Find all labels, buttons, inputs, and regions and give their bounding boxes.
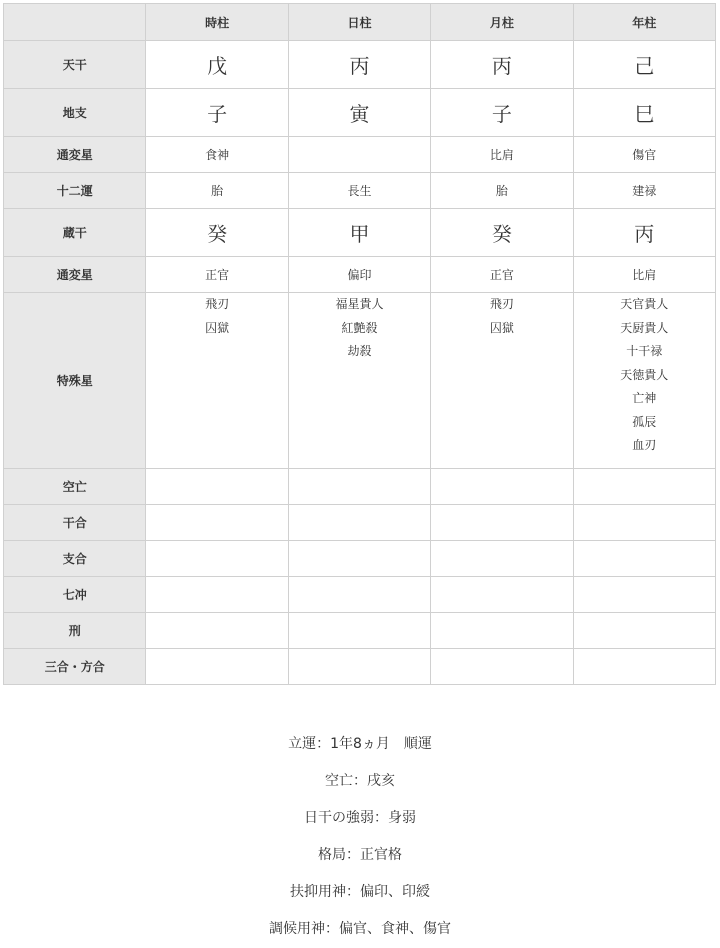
- special-star: 紅艶殺: [341, 320, 378, 335]
- cell-shigo-year: [573, 541, 715, 577]
- cell-shichichu-hour: [146, 577, 288, 613]
- row-kei: [4, 613, 716, 649]
- summary-section: [0, 726, 720, 948]
- cell-kango-year: [573, 505, 715, 541]
- cell-shichichu-day: [288, 577, 430, 613]
- summary-chokou: 調候用神：偏官、食神、傷官: [269, 921, 451, 937]
- special-star: 天官貴人: [620, 297, 669, 311]
- cell-tenkan-month: 丙: [431, 41, 573, 89]
- row-shichichu: [4, 577, 716, 613]
- cell-tenkan-day: 丙: [288, 41, 430, 89]
- cell-tsuhen2-day: 偏印: [288, 257, 430, 293]
- row-label-sango: 三合・方合: [4, 649, 146, 685]
- special-star: 福星貴人: [335, 297, 384, 311]
- row-tsuhen1: [4, 137, 716, 173]
- row-label-kubo: 空亡: [4, 469, 146, 505]
- cell-juniun-month: 胎: [431, 173, 573, 209]
- cell-juniun-hour: 胎: [146, 173, 288, 209]
- cell-tokushu-month: [431, 293, 573, 469]
- row-label-tsuhen1: 通変星: [4, 137, 146, 173]
- cell-tsuhen1-month: 比肩: [431, 137, 573, 173]
- cell-kango-month: [431, 505, 573, 541]
- cell-kubo-hour: [146, 469, 288, 505]
- cell-tsuhen1-day: [288, 137, 430, 173]
- col-header-year: 年柱: [573, 4, 715, 41]
- special-star: 十干禄: [626, 344, 663, 358]
- cell-kubo-day: [288, 469, 430, 505]
- cell-shigo-day: [288, 541, 430, 577]
- summary-fuyoku: 扶抑用神：偏印、印綬: [290, 884, 430, 900]
- special-star: 囚獄: [205, 320, 230, 335]
- bazi-table: [3, 3, 716, 685]
- corner-cell: [4, 4, 146, 41]
- col-header-hour: 時柱: [146, 4, 288, 41]
- cell-juniun-day: 長生: [288, 173, 430, 209]
- cell-kubo-year: [573, 469, 715, 505]
- row-label-zokan: 蔵干: [4, 209, 146, 257]
- special-star: 血刃: [632, 438, 657, 452]
- header-row: [4, 4, 716, 41]
- cell-tenkan-year: 己: [573, 41, 715, 89]
- cell-chishi-year: 巳: [573, 89, 715, 137]
- row-tokushu: [4, 293, 716, 469]
- cell-shichichu-year: [573, 577, 715, 613]
- cell-tsuhen1-hour: 食神: [146, 137, 288, 173]
- row-label-tokushu: 特殊星: [4, 293, 146, 469]
- cell-tenkan-hour: 戊: [146, 41, 288, 89]
- special-star: 亡神: [632, 391, 657, 405]
- summary-kubo: 空亡：戌亥: [325, 773, 395, 789]
- cell-tokushu-hour: [146, 293, 288, 469]
- row-juniun: [4, 173, 716, 209]
- cell-zokan-year: 丙: [573, 209, 715, 257]
- cell-shigo-month: [431, 541, 573, 577]
- row-label-tenkan: 天干: [4, 41, 146, 89]
- cell-shigo-hour: [146, 541, 288, 577]
- summary-ritsuun: 立運：1年8ヵ月 順運: [288, 736, 432, 752]
- cell-tsuhen2-month: 正官: [431, 257, 573, 293]
- cell-sango-day: [288, 649, 430, 685]
- cell-tsuhen1-year: 傷官: [573, 137, 715, 173]
- row-sango: [4, 649, 716, 685]
- row-label-tsuhen2: 通変星: [4, 257, 146, 293]
- cell-tsuhen2-year: 比肩: [573, 257, 715, 293]
- cell-kango-hour: [146, 505, 288, 541]
- cell-kei-day: [288, 613, 430, 649]
- cell-zokan-month: 癸: [431, 209, 573, 257]
- special-star: 飛刃: [489, 297, 514, 311]
- cell-sango-year: [573, 649, 715, 685]
- row-tsuhen2: [4, 257, 716, 293]
- row-kubo: [4, 469, 716, 505]
- cell-kei-year: [573, 613, 715, 649]
- cell-kango-day: [288, 505, 430, 541]
- row-kango: [4, 505, 716, 541]
- row-label-chishi: 地支: [4, 89, 146, 137]
- cell-kei-month: [431, 613, 573, 649]
- special-star: 孤辰: [632, 414, 657, 429]
- cell-shichichu-month: [431, 577, 573, 613]
- cell-kei-hour: [146, 613, 288, 649]
- special-star: 天厨貴人: [620, 320, 669, 335]
- cell-zokan-day: 甲: [288, 209, 430, 257]
- row-label-shichichu: 七冲: [4, 577, 146, 613]
- col-header-month: 月柱: [431, 4, 573, 41]
- summary-kyojaku: 日干の強弱：身弱: [304, 810, 416, 826]
- cell-tokushu-day: [288, 293, 430, 469]
- special-star: 飛刃: [205, 297, 230, 311]
- cell-tsuhen2-hour: 正官: [146, 257, 288, 293]
- row-chishi: [4, 89, 716, 137]
- row-shigo: [4, 541, 716, 577]
- cell-chishi-day: 寅: [288, 89, 430, 137]
- row-zokan: [4, 209, 716, 257]
- cell-sango-hour: [146, 649, 288, 685]
- col-header-day: 日柱: [288, 4, 430, 41]
- special-star: 劫殺: [347, 344, 372, 358]
- cell-tokushu-year: [573, 293, 715, 469]
- cell-juniun-year: 建禄: [573, 173, 715, 209]
- cell-zokan-hour: 癸: [146, 209, 288, 257]
- cell-chishi-hour: 子: [146, 89, 288, 137]
- row-label-kango: 干合: [4, 505, 146, 541]
- cell-chishi-month: 子: [431, 89, 573, 137]
- row-label-kei: 刑: [4, 613, 146, 649]
- row-tenkan: [4, 41, 716, 89]
- row-label-shigo: 支合: [4, 541, 146, 577]
- special-star: 天徳貴人: [620, 367, 669, 382]
- special-star: 囚獄: [489, 320, 514, 335]
- row-label-juniun: 十二運: [4, 173, 146, 209]
- summary-kakkyoku: 格局：正官格: [318, 847, 402, 863]
- cell-kubo-month: [431, 469, 573, 505]
- cell-sango-month: [431, 649, 573, 685]
